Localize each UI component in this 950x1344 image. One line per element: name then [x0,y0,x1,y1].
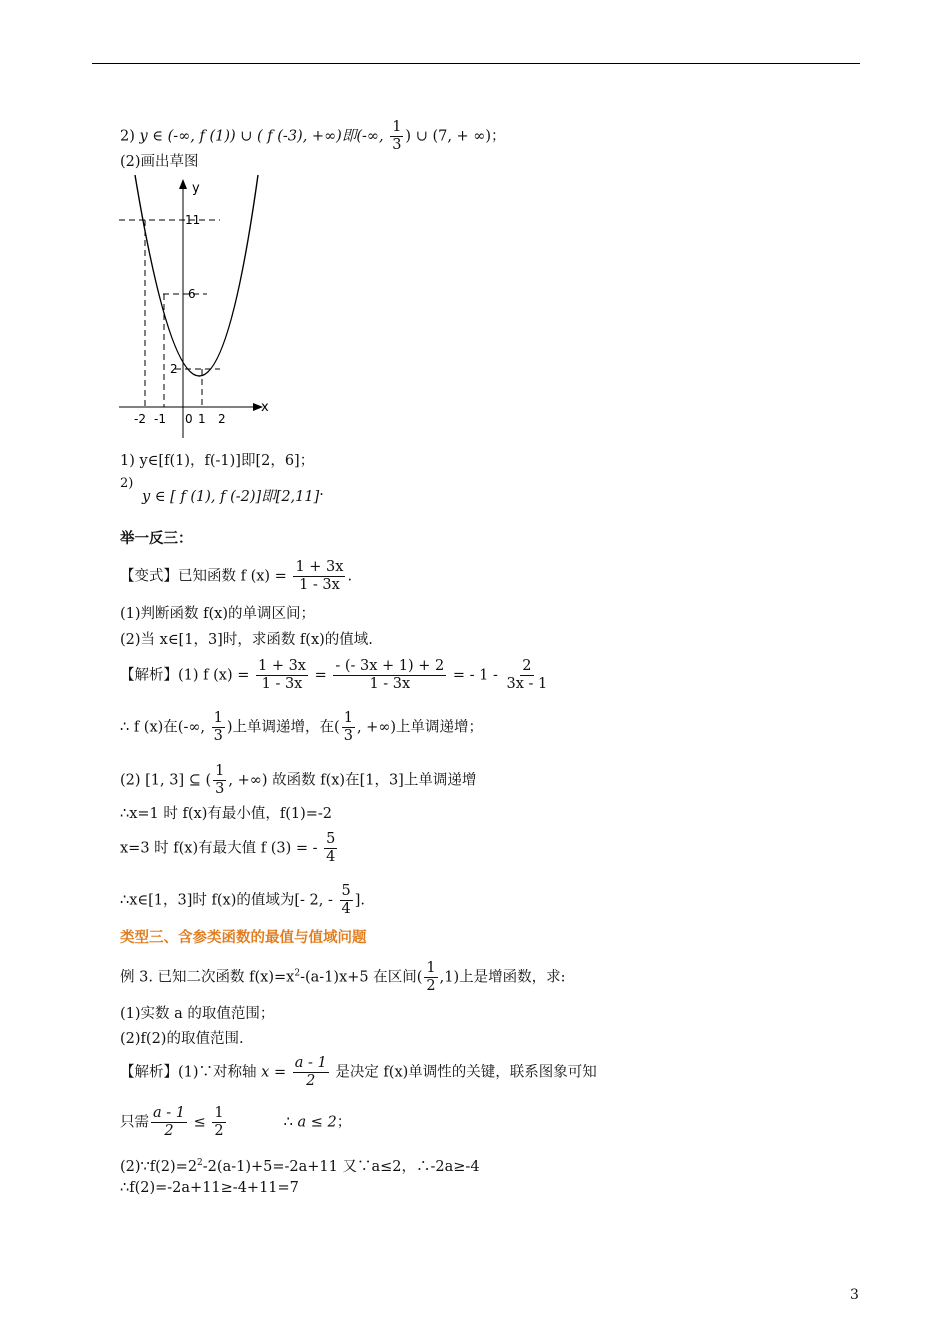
fraction [256,658,308,693]
punctuation: · [319,487,324,503]
range-expression: y ∈ [ f (1), f (-2)]即[2,11] [141,489,320,505]
solution-line-1 [120,658,551,693]
numerator: 1 [215,763,225,779]
fraction [390,119,403,154]
x-tick-2: 2 [218,412,226,426]
fraction [342,710,355,745]
max-value-line [120,831,339,866]
denominator: 3 [213,728,223,744]
range-expression-tail: ) ∪ (7, + ∞) [405,128,492,145]
fraction [293,559,345,594]
variant-question-2: (2)当 x∈[1，3]时，求函数 f(x)的值域. [120,632,373,648]
denominator: 3 [343,728,353,744]
denominator: 1 - 3x [261,676,303,692]
fraction [424,960,437,995]
solution-label: 【解析】(1) f (x) = [120,667,254,684]
denominator: 2 [306,1073,316,1089]
equals-sign: = [269,1064,291,1081]
fraction [212,1105,225,1140]
equals-expression: = - 1 - [448,667,503,684]
denominator: 2 [164,1123,174,1139]
denominator: 2 [214,1123,224,1139]
variable: x [261,1064,270,1081]
monotonic-line [120,710,483,745]
text-segment: , +∞)上单调递增； [356,719,484,736]
text-segment: (2) [1, 3] ⊆ ( [120,772,212,789]
condition-line [120,1105,351,1140]
example-3-line [120,960,566,995]
y-axis-arrow-icon [179,179,187,189]
parabola-curve [135,175,258,376]
range-expression: y ∈ (-∞, f (1)) ∪ ( f (-3), +∞)即(-∞, [139,128,389,145]
denominator: 2 [426,978,436,994]
fraction [293,1055,329,1090]
variant-label: 【变式】已知函数 f (x) = [120,568,292,585]
therefore-sign: ∴ [283,1114,298,1131]
denominator: 3 [392,137,402,153]
punctuation: ； [336,1114,352,1131]
denominator: 3 [215,781,225,797]
equals-sign: = [309,667,332,684]
x-tick-0: 0 [185,412,193,426]
punctuation: ； [491,128,506,145]
y-tick-11: 11 [185,213,201,227]
text-segment: 例 3. 已知二次函数 f(x)=x [120,969,295,986]
variant-question-1: (1)判断函数 f(x)的单调区间； [120,606,316,622]
inequality-sign: ≤ [189,1114,211,1131]
numerator: 1 [392,119,402,135]
numerator: 1 [214,1105,224,1121]
example-question-2: (2)f(2)的取值范围. [120,1031,244,1047]
range-line-2b [120,476,324,505]
text-segment: x=3 时 f(x)有最大值 f (3) = - [120,840,323,857]
fraction [333,658,446,693]
y-tick-2: 2 [170,362,178,376]
numerator: 1 + 3x [295,559,344,575]
denominator: 4 [341,901,351,917]
text-segment: ,1)上是增函数，求: [439,969,566,986]
text-segment: -(a-1)x+5 在区间( [300,969,423,986]
text-segment: ∴ f (x)在(-∞, [120,719,210,736]
dashed-guides [119,220,220,407]
fraction [212,710,225,745]
punctuation: . [347,568,353,585]
x-tick-neg1: -1 [154,412,166,426]
fraction [213,763,226,798]
text-segment: )上单调递增，在( [226,719,340,736]
denominator: 1 - 3x [299,577,340,593]
numerator: 1 + 3x [257,658,306,674]
denominator: 1 - 3x [369,676,411,692]
text-segment: ]. [354,892,366,909]
parabola-sketch [115,175,285,445]
numerator: 5 [341,883,351,899]
f2-line [120,1154,480,1176]
fraction [324,831,337,866]
y-tick-6: 6 [188,287,196,301]
text-segment: -2(a-1)+5=-2a+11 又∵a≤2，∴-2a≥-4 [202,1158,480,1175]
text-segment: 只需 [120,1114,149,1131]
subset-line [120,763,476,798]
exponent: 2 [197,1158,203,1168]
header-rule [92,63,860,64]
numerator: 1 [426,960,436,976]
min-value-line: ∴x=1 时 f(x)有最小值，f(1)=-2 [120,806,333,822]
numerator: - (- 3x + 1) + 2 [335,658,445,674]
text-segment: 【解析】(1)∵对称轴 [120,1064,262,1081]
item-number: 2) [120,128,140,145]
denominator: 3x - 1 [506,676,548,692]
text-segment: (2)∵f(2)=2 [120,1158,198,1175]
x-axis-label: x [261,400,269,415]
y-axis-label: y [192,181,200,196]
numerator: 2 [522,658,532,674]
text-segment: ∴x∈[1，3]时 f(x)的值域为[- 2, - [120,892,338,909]
page-number: 3 [850,1287,859,1303]
example-question-1: (1)实数 a 的取值范围； [120,1006,275,1022]
fraction [151,1105,187,1140]
numerator: 1 [213,710,223,726]
inequality-result: a ≤ 2 [297,1114,337,1131]
numerator: a - 1 [153,1105,185,1121]
f2-result-line: ∴f(2)=-2a+11≥-4+11=7 [120,1180,299,1196]
range-result-line [120,883,365,918]
x-tick-neg2: -2 [134,412,146,426]
fraction [505,658,550,693]
exponent: 2 [294,968,301,979]
section-heading-practice: 举一反三： [120,531,193,547]
denominator: 4 [326,849,336,865]
range-line-2 [120,119,506,154]
numerator: 5 [326,831,336,847]
axis-of-symmetry-line [120,1055,597,1090]
range-line-1b: 1) y∈[f(1)，f(-1)]即[2，6]； [120,453,315,469]
numerator: a - 1 [294,1055,327,1071]
variant-problem-line [120,559,352,594]
text-segment: , +∞) 故函数 f(x)在[1，3]上单调递增 [228,772,477,789]
x-tick-1: 1 [198,412,206,426]
item-number: 2) [120,476,134,491]
section-heading-type3: 类型三、含参类函数的最值与值域问题 [120,930,367,946]
fraction [340,883,353,918]
draw-sketch-heading: (2)画出草图 [120,154,199,170]
text-segment: 是决定 f(x)单调性的关键，联系图象可知 [330,1064,597,1081]
numerator: 1 [343,710,353,726]
